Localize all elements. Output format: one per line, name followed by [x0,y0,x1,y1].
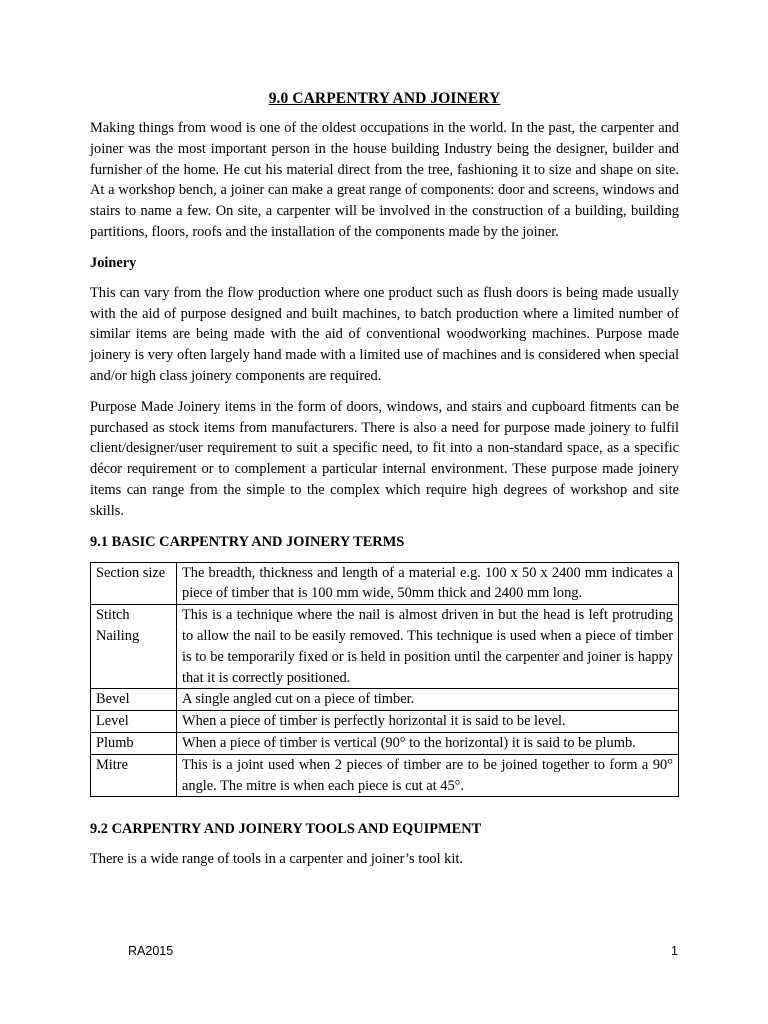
page-number: 1 [671,944,678,958]
term-cell: Plumb [91,732,177,754]
term-cell: Level [91,711,177,733]
definition-cell: When a piece of timber is perfectly horizontal it is said to be level. [177,711,679,733]
terms-heading: 9.1 BASIC CARPENTRY AND JOINERY TERMS [90,533,405,550]
table-row [91,732,679,754]
table-row [91,562,679,605]
term-cell: Section size [91,562,177,605]
joinery-heading: Joinery [90,254,137,271]
definition-cell: This is a joint used when 2 pieces of timber are to be joined together to form a 90° angle. The mitre is when each piece is cut at 45°. [177,754,679,797]
term-cell: Stitch Nailing [91,605,177,689]
definition-cell: A single angled cut on a piece of timber. [177,689,679,711]
intro-paragraph: Making things from wood is one of the oldest occupations in the world. In the past, the carpenter and joiner was the most important person in the house building Industry being the designer, builder and furnisher of the home. He cut his material direct from the tree, fashioning it to size and shape on site. At a workshop bench, a joiner can make a great range of components: door and screens, windows and stairs to name a few. On site, a carpenter will be involved in the construction of a building, building partitions, floors, roofs and the installation of the components made by the joiner. [90,120,679,240]
term-cell: Bevel [91,689,177,711]
joinery-paragraph-1: This can vary from the flow production where one product such as flush doors is being made usually with the aid of purpose designed and built machines, to batch production where a limited number of similar items are being made with the aid of conventional woodworking machines. Purpose made joinery is very often largely hand made with a limited use of machines and is considered when special and/or high class joinery components are required. [90,284,679,384]
joinery-paragraph-2: Purpose Made Joinery items in the form of doors, windows, and stairs and cupboard fitments can be purchased as stock items from manufacturers. There is also a need for purpose made joinery to fulfil client/designer/user requirement to suit a specific need, to fit into a non-standard space, as a specific décor requirement or to complement a particular internal environment. These purpose made joinery items can range from the simple to the complex which require high degrees of workshop and site skills. [90,398,679,519]
term-cell: Mitre [91,754,177,797]
definition-cell: The breadth, thickness and length of a material e.g. 100 x 50 x 2400 mm indicates a piece of timber that is 100 mm wide, 50mm thick and 2400 mm long. [177,562,679,605]
definition-cell: When a piece of timber is vertical (90° to the horizontal) it is said to be plumb. [177,732,679,754]
tools-paragraph: There is a wide range of tools in a carpenter and joiner’s tool kit. [90,851,463,868]
definition-cell: This is a technique where the nail is almost driven in but the head is left protruding to allow the nail to be easily removed. This technique is used when a piece of timber is to be temporarily fixed or is held in position until the carpenter and joiner is happy that it is correctly positioned. [177,605,679,689]
table-row [91,689,679,711]
page-content [90,90,679,870]
table-row [91,605,679,689]
table-row [91,754,679,797]
footer-code: RA2015 [128,944,174,958]
tools-heading: 9.2 CARPENTRY AND JOINERY TOOLS AND EQUIPMENT [90,821,482,838]
terms-table [90,562,679,798]
page-title: 9.0 CARPENTRY AND JOINERY [268,90,501,107]
table-row [91,711,679,733]
